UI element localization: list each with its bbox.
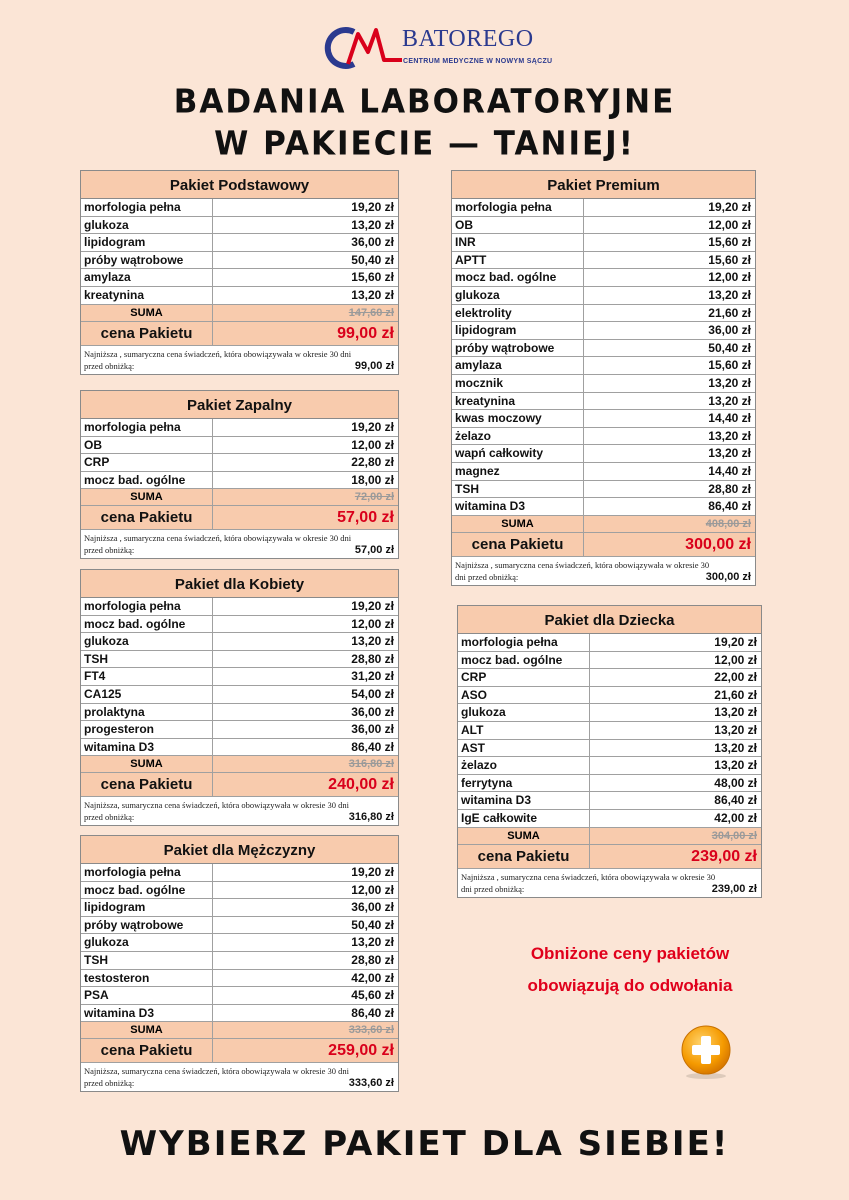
table-row (452, 428, 755, 446)
package-title: Pakiet dla Kobiety (81, 570, 398, 598)
table-row (81, 917, 398, 935)
table-row (452, 410, 755, 428)
table-row (452, 393, 755, 411)
note-line2: przed obniżką: (84, 1078, 135, 1089)
cena-value: 239,00 zł (691, 847, 757, 865)
suma-label: SUMA (81, 756, 213, 772)
test-name: wapń całkowity (452, 445, 584, 462)
test-name: lipidogram (81, 899, 213, 916)
package-dziecka (457, 605, 762, 898)
table-row (81, 882, 398, 900)
table-row (81, 287, 398, 305)
headline-line1: BADANIA LABORATORYJNE (173, 83, 676, 121)
test-name: próby wątrobowe (81, 252, 213, 269)
test-name: mocz bad. ogólne (452, 269, 584, 286)
test-price: 21,60 zł (714, 687, 757, 702)
suma-label: SUMA (81, 1022, 213, 1038)
cena-label: cena Pakietu (81, 773, 213, 796)
test-price: 13,20 zł (714, 722, 757, 737)
table-row (452, 287, 755, 305)
test-price: 15,60 zł (708, 235, 751, 250)
test-name: PSA (81, 987, 213, 1004)
table-row (81, 269, 398, 287)
table-row (458, 669, 761, 687)
suma-value: 304,00 zł (711, 829, 757, 842)
table-row (452, 375, 755, 393)
test-price: 13,20 zł (708, 287, 751, 302)
test-price: 15,60 zł (708, 252, 751, 267)
test-price: 14,40 zł (708, 463, 751, 478)
test-name: morfologia pełna (452, 199, 584, 216)
test-name: morfologia pełna (81, 419, 213, 436)
note-line1: Najniższa , sumaryczna cena świadczeń, która obowiązywała w okresie 30 (455, 559, 710, 570)
table-row (452, 481, 755, 499)
table-row (81, 651, 398, 669)
lowest-price-note (458, 869, 761, 897)
table-row (452, 340, 755, 358)
cena-label: cena Pakietu (81, 506, 213, 529)
package-premium (451, 170, 756, 586)
logo-mark-icon (318, 20, 408, 76)
test-price: 42,00 zł (351, 970, 394, 985)
test-price: 15,60 zł (708, 358, 751, 373)
suma-value: 147,60 zł (348, 306, 394, 319)
table-row (81, 899, 398, 917)
cena-row (81, 322, 398, 346)
test-name: kwas moczowy (452, 410, 584, 427)
test-name: żelazo (452, 428, 584, 445)
table-row (452, 234, 755, 252)
test-name: progesteron (81, 721, 213, 738)
cena-value: 259,00 zł (328, 1042, 394, 1060)
test-name: glukoza (452, 287, 584, 304)
test-name: lipidogram (452, 322, 584, 339)
test-name: elektrolity (452, 305, 584, 322)
suma-row (81, 1022, 398, 1039)
table-row (458, 757, 761, 775)
test-price: 50,40 zł (708, 340, 751, 355)
table-row (458, 634, 761, 652)
test-name: glukoza (81, 633, 213, 650)
package-title: Pakiet Podstawowy (81, 171, 398, 199)
test-price: 86,40 zł (351, 739, 394, 754)
lowest-price-note (81, 530, 398, 558)
test-name: TSH (452, 481, 584, 498)
test-price: 13,20 zł (708, 375, 751, 390)
test-price: 13,20 zł (708, 446, 751, 461)
suma-row (458, 828, 761, 845)
test-price: 13,20 zł (351, 634, 394, 649)
test-price: 13,20 zł (351, 217, 394, 232)
cena-value: 300,00 zł (685, 535, 751, 553)
test-name: amylaza (452, 357, 584, 374)
package-title: Pakiet dla Mężczyzny (81, 836, 398, 864)
test-name: witamina D3 (81, 739, 213, 756)
test-name: witamina D3 (452, 498, 584, 515)
suma-value: 316,80 zł (348, 758, 394, 771)
test-name: glukoza (458, 704, 590, 721)
table-row (452, 305, 755, 323)
test-price: 86,40 zł (351, 1005, 394, 1020)
note-line2: przed obniżką: (84, 812, 135, 823)
plus-icon (678, 1024, 734, 1080)
table-row (81, 252, 398, 270)
logo-name: BATOREGO (402, 26, 534, 52)
package-title: Pakiet Zapalny (81, 391, 398, 419)
test-price: 13,20 zł (714, 705, 757, 720)
test-price: 13,20 zł (714, 758, 757, 773)
test-price: 19,20 zł (351, 420, 394, 434)
table-row (452, 217, 755, 235)
package-podstawowy (80, 170, 399, 375)
test-name: INR (452, 234, 584, 251)
promo-text (440, 938, 820, 1002)
note-line2: dni przed obniżką: (455, 571, 519, 582)
test-name: kreatynina (81, 287, 213, 304)
table-row (81, 616, 398, 634)
test-price: 12,00 zł (714, 652, 757, 667)
test-name: OB (452, 217, 584, 234)
table-row (81, 633, 398, 651)
test-price: 50,40 zł (351, 252, 394, 267)
test-name: IgE całkowite (458, 810, 590, 827)
test-name: morfologia pełna (458, 634, 590, 651)
test-name: próby wątrobowe (81, 917, 213, 934)
test-price: 31,20 zł (351, 669, 394, 684)
table-row (81, 952, 398, 970)
test-name: CRP (81, 454, 213, 471)
suma-row (452, 516, 755, 533)
test-price: 18,00 zł (351, 472, 394, 487)
table-row (458, 704, 761, 722)
test-name: kreatynina (452, 393, 584, 410)
table-row (452, 199, 755, 217)
table-row (81, 217, 398, 235)
suma-value: 333,60 zł (348, 1024, 394, 1037)
note-line1: Najniższa, sumaryczna cena świadczeń, która obowiązywała w okresie 30 dni (84, 800, 350, 811)
test-price: 36,00 zł (708, 323, 751, 338)
lowest-price-note (452, 557, 755, 585)
suma-label: SUMA (81, 489, 213, 505)
test-name: CRP (458, 669, 590, 686)
test-name: mocznik (452, 375, 584, 392)
table-row (452, 322, 755, 340)
cena-row (81, 773, 398, 797)
table-row (81, 454, 398, 472)
lowest-price-note (81, 797, 398, 825)
test-name: OB (81, 437, 213, 454)
test-name: FT4 (81, 668, 213, 685)
suma-row (81, 489, 398, 506)
test-name: morfologia pełna (81, 598, 213, 615)
cena-label: cena Pakietu (452, 533, 584, 556)
table-row (81, 987, 398, 1005)
test-price: 13,20 zł (351, 287, 394, 302)
table-row (458, 652, 761, 670)
test-name: mocz bad. ogólne (81, 882, 213, 899)
table-row (452, 269, 755, 287)
test-name: ferrytyna (458, 775, 590, 792)
test-name: witamina D3 (81, 1005, 213, 1022)
test-name: mocz bad. ogólne (81, 616, 213, 633)
suma-label: SUMA (458, 828, 590, 844)
test-name: lipidogram (81, 234, 213, 251)
lowest-price-note (81, 346, 398, 374)
table-row (81, 598, 398, 616)
cena-row (81, 1039, 398, 1063)
logo (318, 20, 558, 76)
test-name: amylaza (81, 269, 213, 286)
table-row (81, 199, 398, 217)
note-value: 99,00 zł (354, 359, 394, 372)
table-row (81, 668, 398, 686)
headline-line2: W PAKIECIE — TANIEJ! (214, 125, 635, 163)
test-price: 13,20 zł (714, 740, 757, 755)
cena-value: 57,00 zł (337, 509, 394, 527)
table-row (458, 722, 761, 740)
test-price: 19,20 zł (351, 599, 394, 613)
table-row (452, 357, 755, 375)
package-zapalny (80, 390, 399, 559)
table-row (81, 419, 398, 437)
table-row (81, 472, 398, 490)
test-price: 36,00 zł (351, 704, 394, 719)
test-price: 12,00 zł (351, 882, 394, 897)
table-row (81, 437, 398, 455)
test-price: 12,00 zł (708, 217, 751, 232)
test-name: testosteron (81, 970, 213, 987)
test-name: prolaktyna (81, 704, 213, 721)
test-price: 22,80 zł (351, 455, 394, 470)
suma-value: 408,00 zł (705, 517, 751, 530)
test-price: 36,00 zł (351, 235, 394, 250)
test-name: morfologia pełna (81, 199, 213, 216)
promo-line2: obowiązują do odwołania (527, 976, 733, 995)
cena-label: cena Pakietu (458, 845, 590, 868)
suma-row (81, 305, 398, 322)
test-price: 19,20 zł (351, 865, 394, 879)
test-price: 13,20 zł (708, 393, 751, 408)
table-row (81, 234, 398, 252)
note-line1: Najniższa , sumaryczna cena świadczeń, która obowiązywała w okresie 30 dni (84, 533, 352, 544)
table-row (458, 810, 761, 828)
footer-slogan: WYBIERZ PAKIET DLA SIEBIE! (119, 1124, 730, 1164)
test-price: 19,20 zł (714, 635, 757, 649)
test-price: 13,20 zł (351, 935, 394, 950)
test-name: AST (458, 740, 590, 757)
test-price: 28,80 zł (351, 651, 394, 666)
test-price: 12,00 zł (351, 437, 394, 452)
table-row (458, 792, 761, 810)
test-price: 50,40 zł (351, 917, 394, 932)
table-row (81, 1005, 398, 1023)
test-name: mocz bad. ogólne (458, 652, 590, 669)
cena-row (81, 506, 398, 530)
cena-row (452, 533, 755, 557)
test-price: 14,40 zł (708, 411, 751, 426)
test-price: 86,40 zł (714, 793, 757, 808)
package-title: Pakiet Premium (452, 171, 755, 199)
suma-label: SUMA (452, 516, 584, 532)
table-row (81, 970, 398, 988)
test-name: próby wątrobowe (452, 340, 584, 357)
test-price: 54,00 zł (351, 686, 394, 701)
table-row (81, 864, 398, 882)
suma-value: 72,00 zł (354, 491, 394, 504)
note-line2: przed obniżką: (84, 360, 135, 371)
cena-label: cena Pakietu (81, 322, 213, 345)
package-title: Pakiet dla Dziecka (458, 606, 761, 634)
test-name: CA125 (81, 686, 213, 703)
test-price: 19,20 zł (708, 200, 751, 214)
cena-row (458, 845, 761, 869)
test-name: TSH (81, 651, 213, 668)
test-price: 45,60 zł (351, 988, 394, 1003)
table-row (81, 686, 398, 704)
test-name: APTT (452, 252, 584, 269)
logo-subtitle: CENTRUM MEDYCZNE W NOWYM SĄCZU (403, 58, 553, 65)
table-row (81, 739, 398, 757)
note-value: 316,80 zł (348, 811, 394, 824)
test-name: ALT (458, 722, 590, 739)
package-kobiety (80, 569, 399, 826)
test-price: 12,00 zł (351, 616, 394, 631)
test-price: 21,60 zł (708, 305, 751, 320)
test-name: żelazo (458, 757, 590, 774)
table-row (81, 934, 398, 952)
test-price: 86,40 zł (708, 499, 751, 514)
suma-row (81, 756, 398, 773)
test-name: glukoza (81, 934, 213, 951)
table-row (458, 775, 761, 793)
test-price: 28,80 zł (351, 952, 394, 967)
table-row (81, 704, 398, 722)
table-row (458, 687, 761, 705)
test-price: 13,20 zł (708, 428, 751, 443)
test-name: magnez (452, 463, 584, 480)
cena-label: cena Pakietu (81, 1039, 213, 1062)
promo-line1: Obniżone ceny pakietów (530, 944, 730, 963)
table-row (458, 740, 761, 758)
note-value: 300,00 zł (705, 570, 751, 583)
test-name: witamina D3 (458, 792, 590, 809)
table-row (452, 498, 755, 516)
test-price: 12,00 zł (708, 270, 751, 285)
test-name: mocz bad. ogólne (81, 472, 213, 489)
table-row (452, 252, 755, 270)
test-price: 36,00 zł (351, 900, 394, 915)
test-price: 19,20 zł (351, 200, 394, 214)
note-line1: Najniższa, sumaryczna cena świadczeń, która obowiązywała w okresie 30 dni (84, 1066, 350, 1077)
test-price: 28,80 zł (708, 481, 751, 496)
test-price: 48,00 zł (714, 775, 757, 790)
lowest-price-note (81, 1063, 398, 1091)
table-row (452, 445, 755, 463)
note-value: 57,00 zł (354, 544, 394, 557)
test-price: 15,60 zł (351, 270, 394, 285)
note-line1: Najniższa , sumaryczna cena świadczeń, która obowiązywała w okresie 30 (461, 871, 716, 882)
note-value: 333,60 zł (348, 1077, 394, 1090)
package-mezczyzny (80, 835, 399, 1092)
note-line2: dni przed obniżką: (461, 883, 525, 894)
test-name: glukoza (81, 217, 213, 234)
note-line1: Najniższa , sumaryczna cena świadczeń, która obowiązywała w okresie 30 dni (84, 348, 352, 359)
cena-value: 99,00 zł (337, 324, 394, 342)
suma-label: SUMA (81, 305, 213, 321)
note-value: 239,00 zł (711, 882, 757, 895)
test-name: TSH (81, 952, 213, 969)
table-row (81, 721, 398, 739)
test-name: ASO (458, 687, 590, 704)
test-price: 36,00 zł (351, 722, 394, 737)
note-line2: przed obniżką: (84, 545, 135, 556)
test-price: 22,00 zł (714, 670, 757, 685)
table-row (452, 463, 755, 481)
test-name: morfologia pełna (81, 864, 213, 881)
cena-value: 240,00 zł (328, 776, 394, 794)
test-price: 42,00 zł (714, 810, 757, 825)
